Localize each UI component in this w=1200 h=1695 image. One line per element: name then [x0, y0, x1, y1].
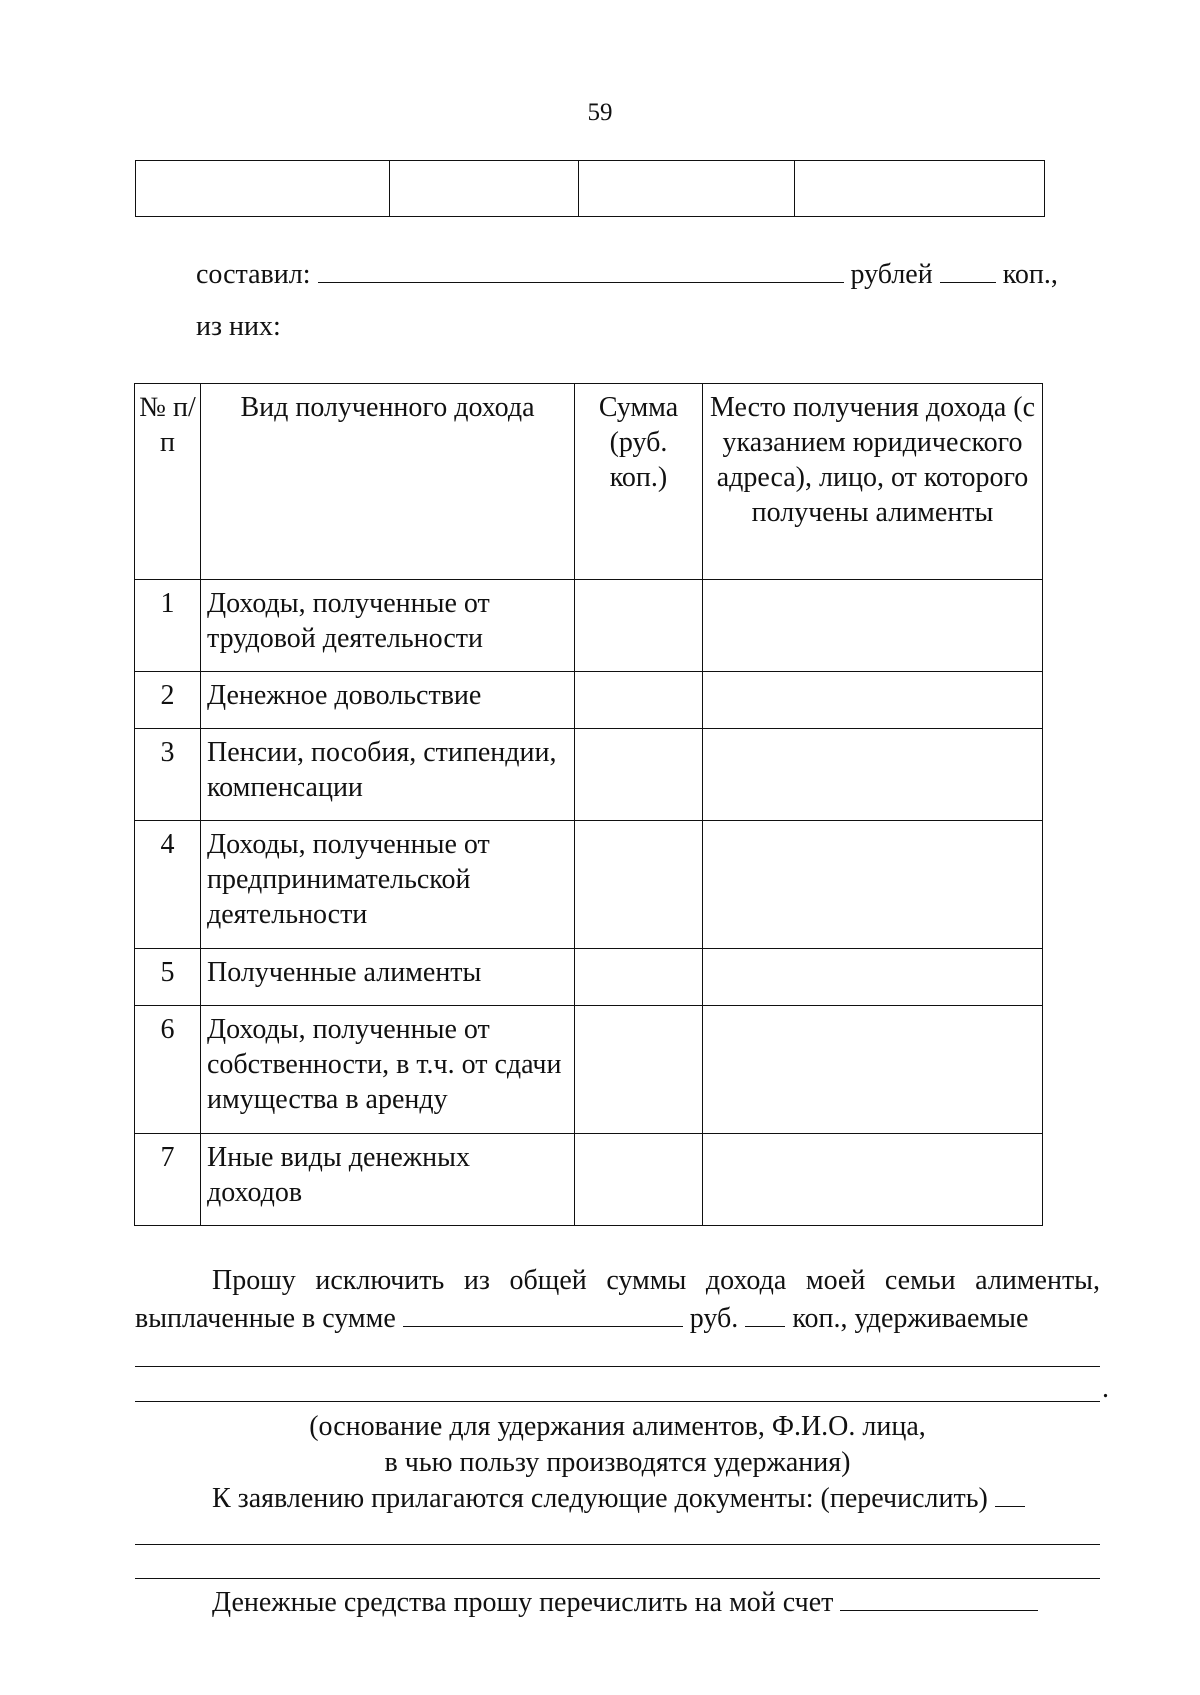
request-line-1: Прошу исключить из общей суммы дохода моей семьи алименты, [212, 1265, 1100, 1296]
row-place-cell[interactable] [703, 672, 1043, 729]
row-kind: Пенсии, пособия, стипендии, компенсации [201, 729, 575, 821]
top-table-fragment [135, 160, 1045, 217]
header-num: № п/п [135, 384, 201, 580]
kop-label: коп., [1002, 259, 1058, 290]
composed-line [196, 256, 1058, 292]
table-cell[interactable] [389, 161, 578, 217]
header-place: Место получения дохода (с указанием юридического адреса), лицо, от которого получены алименты [703, 384, 1043, 580]
table-row [135, 949, 1043, 1006]
attachments-field-start[interactable] [995, 1480, 1025, 1507]
table-row [135, 821, 1043, 949]
row-place-cell[interactable] [703, 1006, 1043, 1134]
composed-amount-field[interactable] [318, 256, 844, 283]
row-kind: Доходы, полученные от предпринимательской деятельности [201, 821, 575, 949]
composed-kop-field[interactable] [940, 256, 996, 283]
basis-note-line-2: в чью пользу производятся удержания) [384, 1447, 851, 1478]
row-place-cell[interactable] [703, 949, 1043, 1006]
row-place-cell[interactable] [703, 821, 1043, 949]
row-amount-cell[interactable] [575, 949, 703, 1006]
row-num: 2 [135, 672, 201, 729]
row-amount-cell[interactable] [575, 729, 703, 821]
request-paid-label: выплаченные в сумме [135, 1303, 396, 1334]
account-number-field[interactable] [840, 1584, 1038, 1611]
table-row [135, 1006, 1043, 1134]
basis-note-line-1: (основание для удержания алиментов, Ф.И.О. лица, [309, 1411, 926, 1442]
income-table [134, 383, 1043, 1226]
row-amount-cell[interactable] [575, 1006, 703, 1134]
table-row [135, 580, 1043, 672]
attachments-line-2[interactable] [135, 1578, 1100, 1579]
table-cell[interactable] [795, 161, 1045, 217]
row-kind: Доходы, полученные от собственности, в т.ч. от сдачи имущества в аренду [201, 1006, 575, 1134]
row-amount-cell[interactable] [575, 1134, 703, 1226]
row-amount-cell[interactable] [575, 672, 703, 729]
table-row [135, 1134, 1043, 1226]
transfer-label: Денежные средства прошу перечислить на мой счет [212, 1587, 834, 1618]
withholding-basis-line-1[interactable] [135, 1366, 1100, 1367]
table-row [136, 161, 1045, 217]
header-amount: Сумма (руб. коп.) [575, 384, 703, 580]
request-rub-label: руб. [689, 1303, 739, 1334]
alimony-amount-field[interactable] [403, 1300, 683, 1327]
alimony-kop-field[interactable] [745, 1300, 785, 1327]
row-amount-cell[interactable] [575, 580, 703, 672]
header-kind: Вид полученного дохода [201, 384, 575, 580]
table-row [135, 672, 1043, 729]
row-num: 1 [135, 580, 201, 672]
request-line-2 [135, 1300, 1028, 1336]
row-amount-cell[interactable] [575, 821, 703, 949]
attachments-line [212, 1480, 1025, 1516]
transfer-line [212, 1584, 1038, 1620]
row-place-cell[interactable] [703, 580, 1043, 672]
withholding-basis-line-2[interactable] [135, 1401, 1100, 1402]
table-header-row [135, 384, 1043, 580]
end-period: . [1102, 1373, 1109, 1404]
table-cell[interactable] [136, 161, 390, 217]
row-num: 3 [135, 729, 201, 821]
row-num: 6 [135, 1006, 201, 1134]
composed-label: составил: [196, 259, 311, 290]
table-cell[interactable] [579, 161, 795, 217]
of-them-label: из них: [196, 311, 281, 342]
row-kind: Полученные алименты [201, 949, 575, 1006]
page-number: 59 [587, 99, 613, 126]
row-place-cell[interactable] [703, 729, 1043, 821]
rub-label: рублей [850, 259, 933, 290]
row-kind: Иные виды денежных доходов [201, 1134, 575, 1226]
row-num: 5 [135, 949, 201, 1006]
row-kind: Денежное довольствие [201, 672, 575, 729]
table-row [135, 729, 1043, 821]
row-num: 4 [135, 821, 201, 949]
attachments-label: К заявлению прилагаются следующие документы: (перечислить) [212, 1483, 988, 1514]
row-num: 7 [135, 1134, 201, 1226]
request-end-label: коп., удерживаемые [792, 1303, 1029, 1334]
row-place-cell[interactable] [703, 1134, 1043, 1226]
attachments-line-1[interactable] [135, 1544, 1100, 1545]
row-kind: Доходы, полученные от трудовой деятельности [201, 580, 575, 672]
